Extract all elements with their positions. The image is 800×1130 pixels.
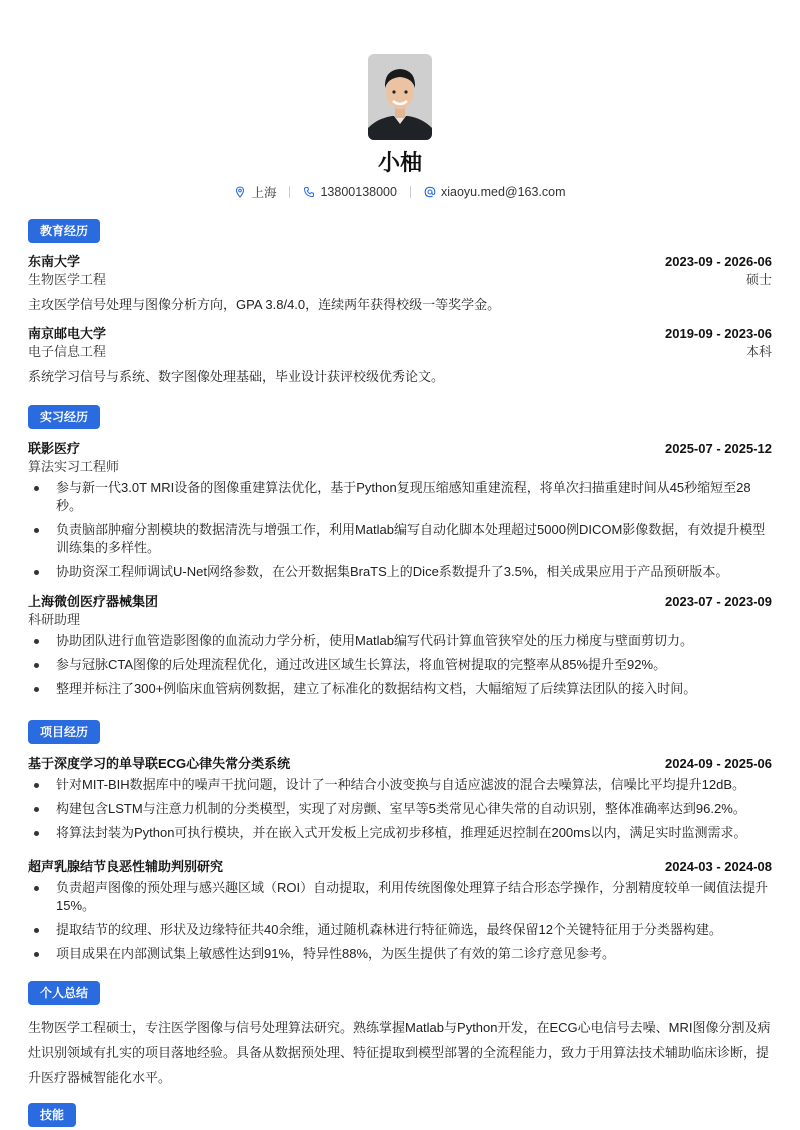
email-text[interactable]: xiaoyu.med@163.com <box>440 185 566 199</box>
at-sign-icon <box>424 186 436 198</box>
summary-text: 生物医学工程硕士，专注医学图像与信号处理算法研究。熟练掌握Matlab与Python开发，在ECG心电信号去噪、MRI图像分割及病灶识别领域有扎实的项目落地经验。具备从数据预处理、特征提取到模型部署的全流程能力，致力于用算法技术辅助临床诊断，提升医疗器械智能化水平。 <box>28 1020 771 1085</box>
contact-divider <box>410 186 411 198</box>
project-title: 超声乳腺结节良恶性辅助判别研究 <box>28 859 224 874</box>
internship-bullets-1 <box>28 479 772 587</box>
list-item: 整理并标注了300+例临床血管病例数据，建立了标准化的数据结构文档，大幅缩短了后续算法团队的接入时间。 <box>28 680 772 698</box>
project-bullets-1 <box>28 776 772 848</box>
phone-icon <box>303 186 315 198</box>
section-tag-internship: 实习经历 <box>28 405 100 429</box>
major: 电子信息工程 <box>28 344 107 359</box>
internship-bullets-2 <box>28 632 772 704</box>
school-name: 东南大学 <box>28 254 81 269</box>
location-text: 上海 <box>251 186 277 200</box>
degree: 本科 <box>745 344 772 359</box>
company-name: 上海微创医疗器械集团 <box>28 594 159 609</box>
education-description: 主攻医学信号处理与图像分析方向，GPA 3.8/4.0，连续两年获得校级一等奖学金。 <box>28 297 501 312</box>
list-item: 负责超声图像的预处理与感兴趣区域（ROI）自动提取，利用传统图像处理算子结合形态学操作，分割精度较单一阈值法提升15%。 <box>28 879 772 915</box>
major: 生物医学工程 <box>28 272 107 287</box>
phone-item <box>303 185 396 199</box>
role: 算法实习工程师 <box>28 459 120 474</box>
internship-date: 2023-07 - 2023-09 <box>665 594 772 609</box>
section-tag-projects: 项目经历 <box>28 720 100 744</box>
list-item: 协助团队进行血管造影图像的血流动力学分析，使用Matlab编写代码计算血管狭窄处的压力梯度与壁面剪切力。 <box>28 632 772 650</box>
contact-divider <box>289 186 290 198</box>
project-title: 基于深度学习的单导联ECG心律失常分类系统 <box>28 756 291 771</box>
email-item[interactable] <box>424 185 566 199</box>
degree: 硕士 <box>745 272 772 287</box>
contact-bar <box>0 183 800 201</box>
list-item: 参与冠脉CTA图像的后处理流程优化，通过改进区域生长算法，将血管树提取的完整率从85%提升至92%。 <box>28 656 772 674</box>
profile-photo <box>368 54 432 140</box>
education-date: 2023-09 - 2026-06 <box>665 254 772 269</box>
project-bullets-2 <box>28 879 772 969</box>
list-item: 项目成果在内部测试集上敏感性达到91%，特异性88%，为医生提供了有效的第二诊疗意见参考。 <box>28 945 772 963</box>
role: 科研助理 <box>28 612 81 627</box>
location-item <box>234 183 276 201</box>
list-item: 针对MIT-BIH数据库中的噪声干扰问题，设计了一种结合小波变换与自适应滤波的混合去噪算法，信噪比平均提升12dB。 <box>28 776 772 794</box>
company-name: 联影医疗 <box>28 441 81 456</box>
list-item: 参与新一代3.0T MRI设备的图像重建算法优化，基于Python复现压缩感知重建流程，将单次扫描重建时间从45秒缩短至28秒。 <box>28 479 772 515</box>
list-item: 构建包含LSTM与注意力机制的分类模型，实现了对房颤、室早等5类常见心律失常的自动识别，整体准确率达到96.2%。 <box>28 800 772 818</box>
education-date: 2019-09 - 2023-06 <box>665 326 772 341</box>
project-date: 2024-09 - 2025-06 <box>665 756 772 771</box>
section-tag-education: 教育经历 <box>28 219 100 243</box>
education-description: 系统学习信号与系统、数字图像处理基础，毕业设计获评校级优秀论文。 <box>28 369 445 384</box>
project-date: 2024-03 - 2024-08 <box>665 859 772 874</box>
location-pin-icon <box>234 186 246 198</box>
list-item: 将算法封装为Python可执行模块，并在嵌入式开发板上完成初步移植，推理延迟控制在200ms以内，满足实时监测需求。 <box>28 824 772 842</box>
list-item: 协助资深工程师调试U-Net网络参数，在公开数据集BraTS上的Dice系数提升了3.5%，相关成果应用于产品预研版本。 <box>28 563 772 581</box>
internship-date: 2025-07 - 2025-12 <box>665 441 772 456</box>
list-item: 负责脑部肿瘤分割模块的数据清洗与增强工作，利用Matlab编写自动化脚本处理超过5000例DICOM影像数据，有效提升模型训练集的多样性。 <box>28 521 772 557</box>
school-name: 南京邮电大学 <box>28 326 107 341</box>
list-item: 提取结节的纹理、形状及边缘特征共40余维，通过随机森林进行特征筛选，最终保留12个关键特征用于分类器构建。 <box>28 921 772 939</box>
section-tag-summary: 个人总结 <box>28 981 100 1005</box>
phone-text: 13800138000 <box>320 185 397 199</box>
avatar-icon <box>368 54 432 140</box>
candidate-name: 小柚 <box>377 150 422 175</box>
section-tag-skills: 技能 <box>28 1103 76 1127</box>
